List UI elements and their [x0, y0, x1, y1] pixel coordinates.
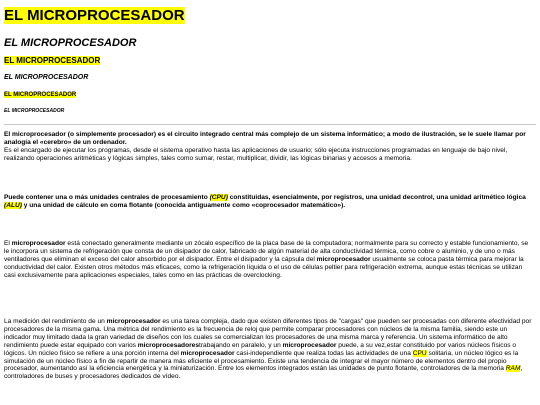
heading-4: EL MICROPROCESADOR [4, 74, 89, 81]
heading-1 [4, 7, 185, 24]
perf-term-4: microprocesador [180, 349, 235, 357]
perf-text-5: casi-independiente que realiza todas las actividades de una [234, 349, 413, 357]
heading-5-text: EL MICROPROCESADOR [4, 92, 77, 98]
units-text-1: Puede contener una o más unidades centrales de procesamiento [4, 194, 210, 201]
cooling-text-3: usualmente se coloca pasta térmica para mejorar la conductividad del calor. Existen otros métodos más eficaces, como la refrigeración líquida o el uso de células peltier para refrigeración extrema, aunque estas técnicas se utilizan casi exclusivamente para aplicaciones especiales, tales como en las prácticas de overclocking. [4, 255, 524, 279]
cooling-text-2: está conectado generalmente mediante un zócalo específico de la placa base de la computadora; normalmente para su correcto y estable funcionamiento, se le incorpora un sistema de refrigeración que consta de un disipador de calor, fabricado de algún material de alta conductividad térmica, como cobre o aluminio, y de uno o más ventiladores que eliminan el exceso del calor absorbido por el disipador. Entre el disipador y la cápsula del [4, 240, 529, 263]
cooling-text-1: El [4, 240, 12, 247]
heading-5 [4, 91, 76, 99]
perf-term-2: microprocesadores [137, 341, 199, 349]
horizontal-rule [4, 124, 536, 125]
perf-text-3: trabajando en paralelo, y un [199, 341, 283, 349]
heading-6: EL MICROPROCESADOR [4, 108, 65, 114]
alu-term: (ALU) [4, 201, 22, 209]
paragraph-intro [4, 131, 534, 163]
intro-lead: El microprocesador (o simplemente procesador) es el circuito integrado central más complejo de un sistema informático; a modo de ilustración, se le suele llamar por analogía el «cerebro» de un ordenador. [4, 131, 526, 146]
perf-text-2: es una tarea compleja, dado que existen diferentes tipos de "cargas" que pueden ser procesadas con diferente efectividad por procesadores de la misma gama. Una métrica del rendimiento es la frecuencia de reloj que permite comparar procesadores con núcleos de la misma familia, siendo este un indicador muy limitado dada la gran variedad de diseños con los cuales se comercializan los procesadores de una misma marca y referencia. Un sistema informático de alto rendimiento puede estar equipado con varios [4, 318, 532, 349]
cooling-term-1: microprocesador [11, 240, 66, 247]
paragraph-cooling [4, 240, 534, 280]
perf-ram-term: RAM [505, 365, 521, 373]
perf-text-7: , controladores de buses y procesadores dedicados de vídeo. [4, 365, 523, 381]
paragraph-units [4, 194, 534, 210]
intro-tail: Es el encargado de ejecutar los programas, desde el sistema operativo hasta las aplicaciones de usuario; sólo ejecuta instrucciones programadas en lenguaje de bajo nivel, realizando operaciones aritméticas y lógicas simples, tales como sumar, restar, multiplicar, dividir, las lógicas binarias y accesos a memoria. [4, 146, 508, 162]
units-text-3: y una unidad de cálculo en coma flotante (conocida antiguamente como «coprocesador matemático»). [21, 201, 346, 209]
perf-cpu-term: CPU [412, 349, 427, 357]
heading-3 [4, 56, 100, 66]
perf-term-1: microprocesador [106, 318, 161, 325]
paragraph-performance [4, 318, 534, 381]
heading-3-text: EL MICROPROCESADOR [4, 56, 101, 65]
units-text-2: constituidas, esencialmente, por registros, una unidad decontrol, una unidad aritmético lógica [227, 194, 526, 201]
perf-text-6: solitaria, un núcleo lógico es la simulación de un núcleo físico a fin de repartir de manera más eficiente el procesamiento. Existe una tendencia de integrar el mayor número de elementos dentro del propio procesador, aumentando así la eficiencia energética y la miniaturización. Entre los elementos integrados están las unidades de punto flotante, controladores de la memoria [4, 349, 519, 373]
heading-2: EL MICROPROCESADOR [4, 37, 137, 49]
perf-term-3: microprocesador [282, 341, 337, 349]
perf-text-1: La medición del rendimiento de un [4, 318, 107, 325]
cpu-term: (CPU) [209, 194, 228, 201]
heading-1-text: EL MICROPROCESADOR [4, 7, 185, 24]
perf-text-4: puede, a su vez,estar constituido por varios núcleos físicos o lógicos. Un núcleo físico se refiere a una porción interna del [4, 341, 517, 357]
cooling-term-2: microprocesador [316, 255, 371, 263]
